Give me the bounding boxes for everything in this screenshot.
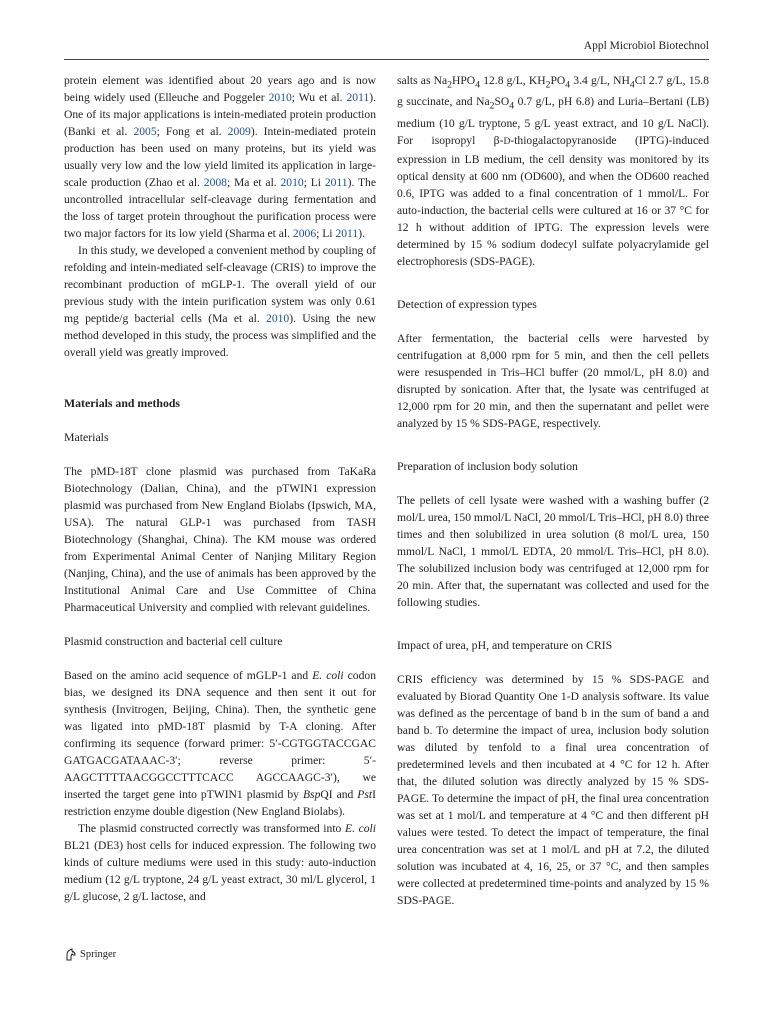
paragraph-intein-intro: protein element was identified about 20 years ago and is now being widely used (Elleuche and Poggeler 2010; Wu et al. 2011). One of its major applications is intein-mediated protein production (Banki et al. 2005; Fong et al. 2009). Intein-mediated protein production has been used on many proteins, but its yield was usually very low and the low yield limited its application in large-scale production (Zhao et al. 2008; Ma et al. 2010; Li 2011). The uncontrolled intracellular self-cleavage during fermentation and the loss of target protein throughout the purification process were two major factors for its low yield (Sharma et al. 2006; Li 2011). (64, 74, 377, 240)
paragraph-medium-salts: salts as $Na_2HPO_4$ 12.8 g/L, $KH_2PO_4$ 3.4 g/L, $NH_4Cl$ 2.7 g/L, 15.8 g succinate, and $Na_2SO_4$ 0.7 g/L, pH 6.8) and Luria–Bertani (LB) medium (10 g/L tryptone, 5 g/L yeast extract, and 10 g/L NaCl). For isopropyl β-D-thiogalactopyranoside (IPTG)-induced expression in LB medium, the cell density was monitored by its optical density at 600 nm (OD600), and when the OD600 reached 0.6, IPTG was added to a final concentration of 1 mmol/L. For auto-induction, the bacterial cells were cultured at 16 or 37 °C for 12 h without addition of IPTG. The expression levels were determined by 15 % sodium dodecyl sulfate polyacrylamide gel electrophoresis (SDS-PAGE). (397, 74, 710, 268)
citation-link[interactable]: 2011 (335, 227, 359, 240)
paragraph-plasmid-construction: Based on the amino acid sequence of mGLP-1 and E. coli codon bias, we designed its DNA sequence and then sent it out for synthesis (Invitrogen, Beijing, China). Then, the synthetic gene was ligated into pMD-18T plasmid by T-A cloning. After confirming its sequence (forward primer: 5′-CGTGGTACCGAC GATGACGATAAAC-3′; reverse primer: 5′-AAGCTTTTAACGGCCTTTCACC AGCCAAGC-3′), we inserted the target gene into pTWIN1 plasmid by BspQI and PstI restriction enzyme double digestion (New England Biolabs). (64, 669, 376, 818)
citation-link[interactable]: 2005 (133, 125, 157, 138)
citation-link[interactable]: 2011 (346, 91, 370, 104)
paragraph-materials: The pMD-18T clone plasmid was purchased from TaKaRa Biotechnology (Dalian, China), and the pTWIN1 expression plasmid was purchased from New England Biolabs (Ipswich, MA, USA). The natural GLP-1 was purchased from TASH Biotechnology (Shanghai, China). The KM mouse was ordered from Experimental Animal Center of Nanjing Military Region (Nanjing, China), and the use of animals has been approved by the Institutional Animal Care and Use Committee of China Pharmaceutical University and complied with relevant guidelines. (64, 465, 376, 614)
subsection-title-materials: Materials (64, 430, 109, 444)
paragraph-this-study: In this study, we developed a convenient method by coupling of refolding and intein-mediated self-cleavage (CRIS) to improve the recombinant production of mGLP-1. The overall yield of our previous study with the intein purification system was only 0.61 mg peptide/g bacterial cells (Ma et al. 2010). Using the new method developed in this study, the process was simplified and the overall yield was greatly improved. (64, 244, 376, 359)
citation-link[interactable]: 2011 (324, 176, 348, 189)
paragraph-culture-medium: The plasmid constructed correctly was transformed into E. coli BL21 (DE3) host cells for induced expression. The following two kinds of culture mediums were used in this study: auto-induction medium (12 g/L tryptone, 24 g/L yeast extract, 30 ml/L glycerol, 1 g/L glucose, 2 g/L lactose, and (64, 822, 376, 903)
subsection-title-inclusion-body: Preparation of inclusion body solution (397, 458, 578, 473)
left-column (64, 72, 376, 905)
citation-link[interactable]: 2010 (268, 91, 292, 104)
subsection-title-impact-cris: Impact of urea, pH, and temperature on CRIS (397, 637, 613, 652)
citation-link[interactable]: 2010 (266, 312, 290, 325)
citation-link[interactable]: 2010 (280, 176, 304, 189)
springer-horse-icon (64, 948, 77, 961)
subsection-title-detection: Detection of expression types (397, 296, 537, 311)
paragraph-impact-cris: CRIS efficiency was determined by 15 % SDS-PAGE and evaluated by Biorad Quantity One 1-D analysis software. Its value was defined as the percentage of band b in the sum of band a and band b. To determine the impact of urea, inclusion body solution was diluted by tenfold to a final urea concentration of predetermined levels and then incubated at 4 °C for 12 h. After that, the diluted solution was directly analyzed by 15 % SDS-PAGE. To determine the impact of pH, the final urea concentration was set at 1 mol/L and temperature at 4 °C and then different pH values were tested. To detect the impact of temperature, the final urea concentration was set at 1 mol/L and pH at 7.2, the diluted solution was incubated at 4, 16, 25, or 37 °C, and then samples were collected at predetermined time-points and analyzed by 15 % SDS-PAGE. (397, 672, 709, 907)
footer-publisher (64, 948, 116, 961)
citation-link[interactable]: 2009 (227, 125, 251, 138)
citation-link[interactable]: 2008 (203, 176, 227, 189)
citation-link[interactable]: 2006 (292, 227, 317, 240)
publisher-name: Springer (80, 949, 117, 960)
running-head-journal: Appl Microbiol Biotechnol (583, 40, 709, 52)
right-column (397, 72, 709, 909)
section-title-materials-and-methods: Materials and methods (64, 396, 180, 410)
paragraph-detection: After fermentation, the bacterial cells were harvested by centrifugation at 8,000 rpm for 5 min, and then the cell pellets were resuspended in Tris–HCl buffer (20 mmol/L, pH 8.0) and disrupted by sonication. After that, the lysate was centrifuged at 12,000 rpm for 20 min, and then the supernatant and pellet were analyzed by 15 % SDS-PAGE, respectively. (397, 331, 709, 430)
paragraph-inclusion-body: The pellets of cell lysate were washed with a washing buffer (2 mol/L urea, 150 mmol/L NaCl, 20 mmol/L Tris–HCl, pH 8.0) three times and then solubilized in urea solution (8 mol/L urea, 150 mmol/L NaCl, 1 mmol/L EDTA, 20 mmol/L Tris–HCl, pH 8.0). The solubilized inclusion body was centrifuged at 12,000 rpm for 20 min. After that, the supernatant was collected and used for the following studies. (397, 493, 709, 609)
subsection-title-plasmid-construction: Plasmid construction and bacterial cell culture (64, 634, 283, 648)
header-rule (64, 59, 709, 60)
